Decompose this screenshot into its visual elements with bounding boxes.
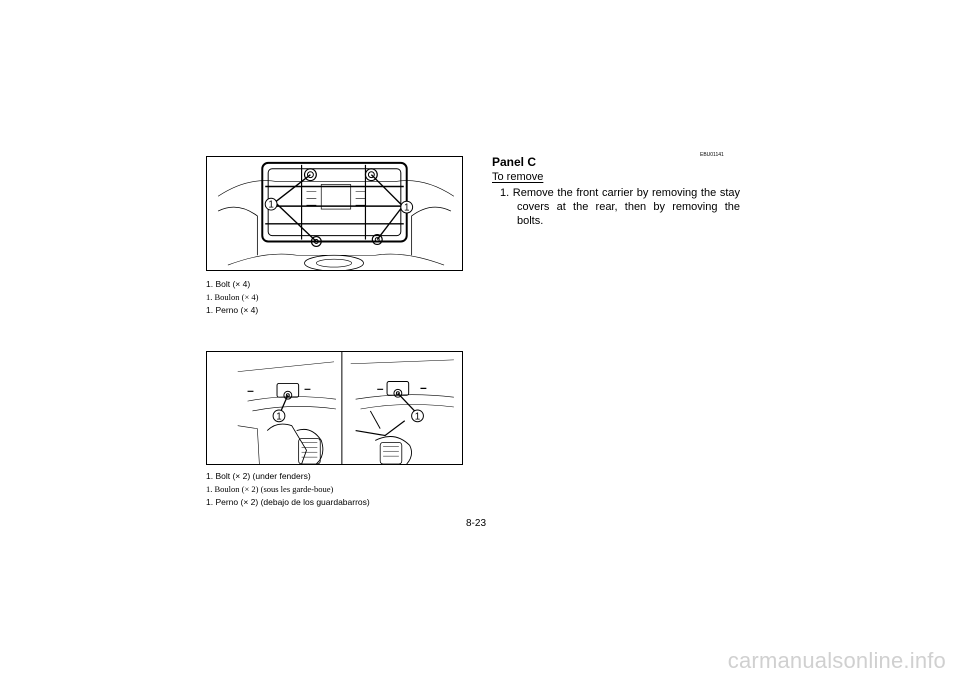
svg-text:1: 1: [403, 202, 410, 214]
caption-spanish: 1. Perno (× 2) (debajo de los guardabarros): [206, 497, 370, 507]
caption-english: 1. Bolt (× 4): [206, 279, 251, 289]
callout-marker: [401, 201, 413, 213]
svg-text:1: 1: [268, 199, 274, 211]
caption-spanish: 1. Perno (× 4): [206, 305, 259, 315]
section-subtitle: To remove: [492, 171, 544, 183]
page-number: 8-23: [466, 518, 487, 529]
svg-text:1: 1: [276, 411, 282, 423]
section-code: EBU01141: [700, 152, 724, 158]
caption-english: 1. Bolt (× 2) (under fenders): [206, 471, 311, 481]
caption-french: 1. Boulon (× 4): [206, 292, 259, 302]
svg-text:1: 1: [414, 411, 421, 423]
carrier-bolts-illustration: [206, 156, 463, 271]
callout-marker: [265, 198, 277, 210]
fender-bolts-illustration: [206, 351, 463, 465]
callout-marker: [412, 410, 424, 422]
section-title: Panel C: [492, 155, 537, 169]
callout-marker: [273, 410, 285, 422]
instruction-step: 1. Remove the front carrier by removing the stay covers at the rear, then by removing the bolts.: [500, 187, 740, 227]
watermark: carmanualsonline.info: [727, 648, 946, 673]
caption-french: 1. Boulon (× 2) (sous les garde-boue): [206, 484, 334, 494]
